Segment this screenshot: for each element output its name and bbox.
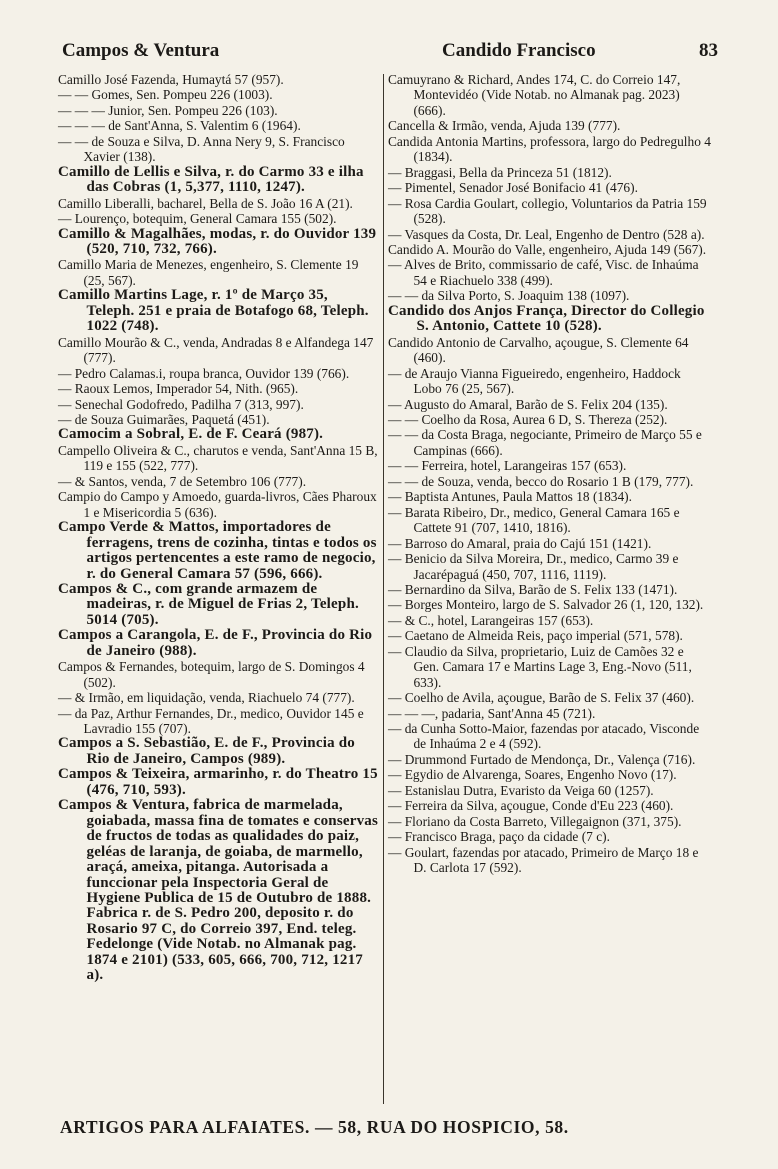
directory-entry: — Drummond Furtado de Mendonça, Dr., Valença (716). — [388, 751, 696, 767]
directory-entry: — Braggasi, Bella da Princeza 51 (1812). — [388, 164, 612, 180]
directory-entry: — Lourenço, botequim, General Camara 155 (502). — [58, 211, 337, 227]
directory-entry: — Pimentel, Senador José Bonifacio 41 (476). — [388, 180, 638, 196]
directory-entry: — — Ferreira, hotel, Larangeiras 157 (653). — [388, 458, 627, 474]
directory-entry: Candida Antonia Martins, professora, largo do Pedregulho 4 (1834). — [388, 133, 715, 165]
directory-entry: — Francisco Braga, paço da cidade (7 c). — [388, 829, 610, 845]
header-center-title: Candido Francisco — [442, 40, 596, 61]
directory-entry: — de Araujo Vianna Figueiredo, engenheiro, Haddock Lobo 76 (25, 567). — [388, 365, 685, 397]
directory-entry: — Raoux Lemos, Imperador 54, Nith. (965). — [58, 381, 299, 397]
directory-entry: — Estanislau Dutra, Evaristo da Veiga 60 (1257). — [388, 782, 654, 798]
directory-entry: — Benicio da Silva Moreira, Dr., medico, Carmo 39 e Jacarépaguá (450, 707, 1116, 1119). — [388, 551, 682, 582]
directory-entry: Campos & C., com grande armazem de madeiras, r. de Miguel de Frias 2, Teleph. 5014 (705). — [58, 580, 363, 628]
directory-entry: — — Coelho da Rosa, Aurea 6 D, S. Thereza (252). — [388, 411, 668, 427]
footer-advertisement: ARTIGOS PARA ALFAIATES. — 58, RUA DO HOSPICIO, 58. — [60, 1117, 569, 1137]
directory-entry: Camocim a Sobral, E. de F. Ceará (987). — [58, 426, 324, 443]
directory-entry: Candido A. Mourão do Valle, engenheiro, Ajuda 149 (567). — [388, 241, 707, 257]
directory-entry: — Augusto do Amaral, Barão de S. Felix 204 (135). — [388, 396, 668, 412]
directory-entry: Candido dos Anjos França, Director do Collegio S. Antonio, Cattete 10 (528). — [388, 302, 709, 335]
directory-entry: — da Cunha Sotto-Maior, fazendas por atacado, Visconde de Inhaúma 2 e 4 (592). — [388, 721, 703, 752]
directory-entry: Camuyrano & Richard, Andes 174, C. do Correio 147, Montevidéo (Vide Notab. no Almanak pag. 2023) (666). — [388, 72, 684, 118]
directory-entry: — Coelho de Avila, açougue, Barão de S. Felix 37 (460). — [388, 690, 695, 706]
directory-entry: Campo Verde & Mattos, importadores de ferragens, trens de cozinha, tintas e todos os artigos pertencentes a este ramo de negocio, r. do General Camara 57 (596, 666). — [58, 519, 381, 582]
directory-entry: — — — Junior, Sen. Pompeu 226 (103). — [58, 102, 278, 118]
directory-entry: — Vasques da Costa, Dr. Leal, Engenho de Dentro (528 a). — [388, 226, 705, 242]
directory-entry: — Caetano de Almeida Reis, paço imperial (571, 578). — [388, 628, 683, 644]
directory-entry: Campos a S. Sebastião, E. de F., Provincia do Rio de Janeiro, Campos (989). — [58, 735, 359, 767]
right-column — [388, 72, 715, 876]
directory-entry: — Egydio de Alvarenga, Soares, Engenho Novo (17). — [388, 767, 677, 783]
directory-entry: — Goulart, fazendas por atacado, Primeiro de Março 18 e D. Carlota 17 (592). — [388, 844, 702, 876]
directory-entry: — Claudio da Silva, proprietario, Luiz de Camões 32 e Gen. Camara 17 e Martins Lage 3, Eng.-Novo (511, 633). — [388, 643, 696, 690]
page-number: 83 — [699, 40, 718, 61]
directory-entry: — Floriano da Costa Barreto, Villegaignon (371, 375). — [388, 813, 682, 829]
directory-entry: Campos & Teixeira, armarinho, r. do Theatro 15 (476, 710, 593). — [58, 766, 382, 798]
directory-entry: Camillo José Fazenda, Humaytá 57 (957). — [58, 72, 284, 87]
directory-entry: — — Gomes, Sen. Pompeu 226 (1003). — [58, 87, 273, 103]
directory-entry: — Senechal Godofredo, Padilha 7 (313, 997). — [58, 396, 304, 412]
directory-entry: Camillo Mourão & C., venda, Andradas 8 e Alfandega 147 (777). — [58, 334, 377, 366]
directory-entry: Camillo de Lellis e Silva, r. do Carmo 33 e ilha das Cobras (1, 5,377, 1110, 1247). — [58, 163, 368, 196]
directory-entry: — Rosa Cardia Goulart, collegio, Voluntarios da Patria 159 (528). — [388, 195, 710, 227]
directory-entry: Camillo Martins Lage, r. 1º de Março 35, Teleph. 251 e praia de Botafogo 68, Teleph. 1022 (748). — [58, 287, 373, 335]
directory-entry: — Alves de Brito, commissario de café, Visc. de Inhaúma 54 e Riachuelo 338 (499). — [388, 257, 702, 288]
directory-entry: Candido Antonio de Carvalho, açougue, S. Clemente 64 (460). — [388, 334, 692, 366]
directory-entry: — Bernardino da Silva, Barão de S. Felix 133 (1471). — [388, 581, 678, 597]
directory-entry: — Ferreira da Silva, açougue, Conde d'Eu 223 (460). — [388, 798, 674, 814]
directory-entry: — — da Costa Braga, negociante, Primeiro de Março 55 e Campinas (666). — [388, 427, 706, 458]
directory-entry: — Borges Monteiro, largo de S. Salvador 26 (1, 120, 132). — [388, 597, 704, 613]
directory-entry: — & Santos, venda, 7 de Setembro 106 (777). — [58, 473, 307, 489]
directory-entry: — — de Souza e Silva, D. Anna Nery 9, S. Francisco Xavier (138). — [58, 133, 349, 165]
directory-entry: — Barata Ribeiro, Dr., medico, General Camara 165 e Cattete 91 (707, 1410, 1816). — [388, 504, 683, 536]
directory-entry: Campos & Fernandes, botequim, largo de S. Domingos 4 (502). — [58, 659, 368, 690]
directory-entry: Camillo Maria de Menezes, engenheiro, S. Clemente 19 (25, 567). — [58, 257, 362, 288]
column-divider — [383, 74, 384, 1104]
directory-entry: — & Irmão, em liquidação, venda, Riachuelo 74 (777). — [58, 690, 355, 706]
header-left-title: Campos & Ventura — [62, 40, 220, 61]
directory-entry: Campello Oliveira & C., charutos e venda, Sant'Anna 15 B, 119 e 155 (522, 777). — [58, 442, 381, 474]
directory-entry: — Barroso do Amaral, praia do Cajú 151 (1421). — [388, 535, 652, 551]
directory-entry: — Pedro Calamas.i, roupa branca, Ouvidor 139 (766). — [58, 365, 350, 381]
directory-entry: — — de Souza, venda, becco do Rosario 1 B (179, 777). — [388, 473, 694, 489]
directory-entry: — da Paz, Arthur Fernandes, Dr., medico, Ouvidor 145 e Lavradio 155 (707). — [58, 705, 368, 737]
directory-entry: Campos a Carangola, E. de F., Provincia do Rio de Janeiro (988). — [58, 627, 377, 659]
directory-entry: Cancella & Irmão, venda, Ajuda 139 (777). — [388, 118, 621, 134]
directory-entry: Campos & Ventura, fabrica de marmelada, goiabada, massa fina de tomates e conservas de fructos de todas as qualidades do paiz, geléas de laranja, de goiaba, de marmello, araçá, ameixa, pitanga. Autorisada a funccionar pela Inspectoria Geral de Hygiene Publica de 15 de Outubro de 1888. Fabrica r. de S. Pedro 200, deposito r. do Rosario 97 C, do Correio 397, End. teleg. Fedelonge (Vide Notab. no Almanak pag. 1874 e 2101) (533, 605, 666, 700, 712, 1217 a). — [58, 797, 382, 984]
directory-entry: Camillo Liberalli, bacharel, Bella de S. João 16 A (21). — [58, 195, 353, 211]
directory-entry: Camillo & Magalhães, modas, r. do Ouvidor 139 (520, 710, 732, 766). — [58, 225, 381, 257]
directory-entry: — — da Silva Porto, S. Joaquim 138 (1097). — [388, 288, 630, 304]
left-column — [58, 72, 382, 984]
directory-entry: Campio do Campo y Amoedo, guarda-livros, Cães Pharoux 1 e Misericordia 5 (636). — [58, 489, 381, 520]
directory-entry: — — — de Sant'Anna, S. Valentim 6 (1964). — [58, 118, 301, 134]
page-header — [56, 40, 718, 66]
directory-entry: — — —, padaria, Sant'Anna 45 (721). — [388, 705, 596, 721]
directory-entry: — & C., hotel, Larangeiras 157 (653). — [388, 612, 594, 628]
directory-entry: — Baptista Antunes, Paula Mattos 18 (1834). — [388, 489, 632, 505]
directory-entry: — de Souza Guimarães, Paquetá (451). — [58, 411, 270, 427]
